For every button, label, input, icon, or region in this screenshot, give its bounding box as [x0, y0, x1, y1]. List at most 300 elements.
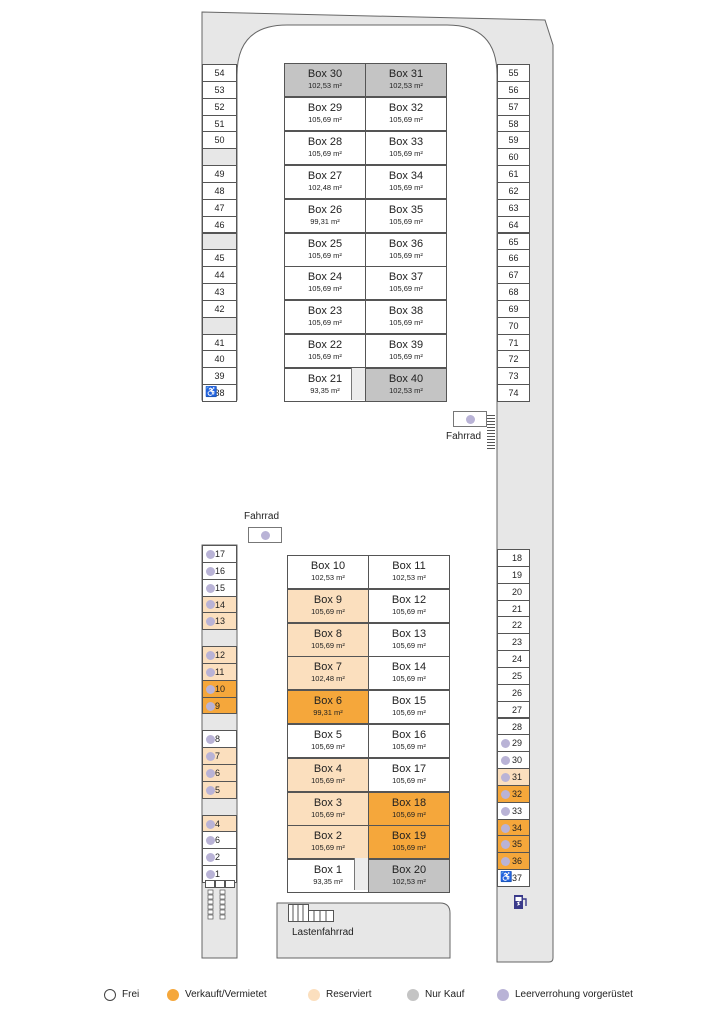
- parking-spot-number: 48: [214, 185, 225, 196]
- parking-spot[interactable]: [202, 165, 237, 183]
- prepared-dot-icon: [501, 756, 510, 765]
- parking-spot-number: 57: [508, 101, 519, 112]
- storage-strip: [354, 858, 368, 890]
- box-area: 105,69 m²: [392, 674, 426, 684]
- box-name: Box 31: [388, 68, 424, 80]
- parking-spot[interactable]: [202, 283, 237, 301]
- parking-spot-number: 25: [512, 670, 523, 681]
- box-name: Box 17: [391, 762, 427, 775]
- box-name: Box 25: [307, 237, 343, 250]
- parking-spot-number: 50: [214, 135, 225, 146]
- parking-spot[interactable]: [497, 334, 530, 352]
- parking-spot[interactable]: [497, 650, 530, 668]
- parking-spot[interactable]: [202, 663, 237, 681]
- parking-spot-number: 72: [508, 354, 519, 365]
- garage-box[interactable]: [368, 656, 450, 690]
- parking-spot-number: 21: [512, 603, 523, 614]
- parking-spot[interactable]: [497, 802, 530, 820]
- parking-spot-number: 40: [214, 354, 225, 365]
- prepared-dot-icon: [206, 702, 215, 711]
- prepared-dot-icon: [206, 735, 215, 744]
- garage-box[interactable]: [287, 589, 369, 623]
- parking-spot-number: 34: [512, 822, 523, 833]
- box-name: Box 9: [313, 593, 343, 606]
- box-area: 102,53 m²: [392, 877, 426, 887]
- legend-label: Reserviert: [326, 989, 372, 1000]
- parking-spot-number: 66: [508, 253, 519, 264]
- parking-spot[interactable]: [497, 182, 530, 200]
- parking-spot-number: 49: [214, 169, 225, 180]
- garage-box[interactable]: [287, 690, 369, 724]
- box-name: Box 30: [307, 68, 343, 80]
- parking-spot[interactable]: [497, 148, 530, 166]
- box-name: Box 32: [388, 101, 424, 114]
- box-area: 105,69 m²: [311, 606, 345, 616]
- garage-box[interactable]: [365, 63, 447, 97]
- box-area: 105,69 m²: [389, 250, 423, 260]
- garage-box[interactable]: [287, 656, 369, 690]
- parking-spot-number: 59: [508, 135, 519, 146]
- prepared-dot-icon: [206, 668, 215, 677]
- box-area: 105,69 m²: [389, 148, 423, 158]
- parking-spot-number: 61: [508, 169, 519, 180]
- parking-spot-number: 8: [215, 734, 221, 745]
- parking-spot[interactable]: [202, 64, 237, 82]
- parking-spot-number: 23: [512, 637, 523, 648]
- box-area: 105,69 m²: [311, 843, 345, 853]
- box-area: 99,31 m²: [313, 708, 343, 718]
- parking-spot[interactable]: [497, 667, 530, 685]
- parking-spot[interactable]: [202, 562, 237, 580]
- parking-spot-number: 19: [512, 569, 523, 580]
- parking-spot[interactable]: [497, 131, 530, 149]
- box-area: 105,69 m²: [311, 775, 345, 785]
- box-name: Box 35: [388, 203, 424, 216]
- parking-spot-number: 53: [214, 84, 225, 95]
- parking-spot[interactable]: [202, 199, 237, 217]
- parking-spot[interactable]: [497, 819, 530, 837]
- garage-box[interactable]: [284, 165, 366, 199]
- parking-spot-number: 17: [215, 549, 226, 559]
- box-area: 105,69 m²: [392, 742, 426, 751]
- parking-spot-number: 24: [512, 654, 523, 665]
- prepared-dot-icon: [501, 857, 510, 866]
- garage-box[interactable]: [284, 63, 366, 97]
- parking-spot[interactable]: [202, 334, 237, 352]
- parking-spot[interactable]: [497, 600, 530, 618]
- prepared-dot-icon: [261, 531, 270, 540]
- garage-box[interactable]: [368, 623, 450, 657]
- box-name: Box 34: [388, 169, 424, 182]
- garage-box[interactable]: [365, 368, 447, 402]
- box-area: 102,53 m²: [392, 573, 426, 582]
- box-area: 105,69 m²: [311, 809, 345, 819]
- prepared-dot-icon: [206, 769, 215, 778]
- garage-box[interactable]: [284, 266, 366, 300]
- parking-spot-number: 64: [508, 219, 519, 230]
- box-name: Box 38: [388, 305, 424, 318]
- parking-spot[interactable]: [497, 266, 530, 284]
- box-area: 105,69 m²: [389, 284, 423, 294]
- parking-spot-number: 45: [214, 253, 225, 264]
- box-area: 93,35 m²: [313, 877, 343, 887]
- parking-spot[interactable]: [497, 718, 530, 736]
- parking-spot-number: 6: [215, 835, 221, 846]
- box-name: Box 10: [310, 560, 346, 572]
- parking-spot[interactable]: [202, 680, 237, 698]
- box-name: Box 22: [307, 339, 343, 352]
- parking-spot-number: 71: [508, 337, 519, 348]
- parking-spot[interactable]: [497, 300, 530, 318]
- prepared-dot-icon: [501, 773, 510, 782]
- box-area: 105,69 m²: [308, 352, 342, 362]
- box-area: 105,69 m²: [389, 352, 423, 362]
- ev-charging-icon: [512, 893, 530, 911]
- parking-spot[interactable]: [497, 115, 530, 133]
- box-area: 105,69 m²: [392, 640, 426, 650]
- box-name: Box 2: [313, 830, 343, 843]
- parking-spot-number: 54: [214, 68, 225, 78]
- box-area: 105,69 m²: [308, 250, 342, 260]
- parking-spot[interactable]: [202, 764, 237, 782]
- prepared-dot-icon: [501, 739, 510, 748]
- parking-spot[interactable]: [497, 350, 530, 368]
- box-area: 102,53 m²: [311, 573, 345, 582]
- garage-box[interactable]: [365, 300, 447, 334]
- box-name: Box 15: [391, 695, 427, 708]
- box-name: Box 36: [388, 237, 424, 250]
- garage-box[interactable]: [368, 825, 450, 859]
- parking-spot[interactable]: [202, 182, 237, 200]
- box-area: 105,69 m²: [392, 809, 426, 819]
- garage-box[interactable]: [368, 758, 450, 792]
- box-name: Box 5: [313, 729, 343, 741]
- parking-spot-number: 5: [215, 784, 221, 795]
- box-name: Box 20: [391, 864, 427, 877]
- parking-spot[interactable]: [497, 216, 530, 234]
- prepared-dot-icon: [206, 836, 215, 845]
- parking-spot-number: 38: [214, 388, 225, 399]
- parking-spot[interactable]: [202, 98, 237, 116]
- garage-box[interactable]: [287, 825, 369, 859]
- parking-spot[interactable]: [497, 233, 530, 251]
- prepared-dot-icon: [501, 840, 510, 849]
- box-name: Box 3: [313, 796, 343, 809]
- box-area: 105,69 m²: [308, 114, 342, 124]
- parking-spot-number: 11: [215, 666, 225, 677]
- garage-box[interactable]: [284, 97, 366, 131]
- box-area: 105,69 m²: [392, 843, 426, 853]
- parking-spot[interactable]: [497, 283, 530, 301]
- garage-box[interactable]: [368, 589, 450, 623]
- garage-box[interactable]: [365, 97, 447, 131]
- legend-label: Verkauft/Vermietet: [185, 989, 267, 1000]
- garage-box[interactable]: [368, 792, 450, 826]
- parking-spot[interactable]: [202, 367, 237, 385]
- garage-box[interactable]: [287, 623, 369, 657]
- parking-spot-number: 51: [214, 118, 225, 129]
- parking-spot-number: 27: [512, 704, 523, 715]
- parking-spot-number: 55: [508, 68, 519, 78]
- parking-spot[interactable]: [202, 646, 237, 664]
- box-name: Box 39: [388, 339, 424, 352]
- parking-spot[interactable]: [202, 579, 237, 597]
- box-name: Box 28: [307, 135, 343, 148]
- parking-spot[interactable]: [202, 697, 237, 715]
- garage-box[interactable]: [365, 334, 447, 368]
- parking-spot-number: 32: [512, 788, 523, 799]
- parking-spot[interactable]: [497, 751, 530, 769]
- parking-spot[interactable]: [497, 785, 530, 803]
- parking-spot-number: 43: [214, 287, 225, 298]
- garage-box[interactable]: [287, 758, 369, 792]
- box-area: 105,69 m²: [308, 318, 342, 328]
- wheelchair-icon: ♿: [500, 872, 513, 884]
- parking-spot[interactable]: [497, 199, 530, 217]
- prepared-dot-icon: [206, 752, 215, 761]
- parking-spot[interactable]: [497, 249, 530, 267]
- box-area: 105,69 m²: [308, 148, 342, 158]
- parking-spot[interactable]: [202, 131, 237, 149]
- parking-spot[interactable]: [497, 616, 530, 634]
- parking-spot-number: 52: [214, 101, 225, 112]
- garage-box[interactable]: [365, 266, 447, 300]
- parking-spot-number: 58: [508, 118, 519, 129]
- garage-box[interactable]: [284, 199, 366, 233]
- parking-spot[interactable]: [202, 612, 237, 630]
- legend-swatch-icon: [167, 989, 179, 1001]
- box-area: 102,53 m²: [389, 81, 423, 90]
- box-name: Box 1: [313, 864, 343, 877]
- parking-spot[interactable]: [497, 835, 530, 853]
- box-area: 105,69 m²: [308, 284, 342, 294]
- parking-gap: [202, 317, 237, 335]
- parking-spot[interactable]: [202, 350, 237, 368]
- parking-spot[interactable]: [497, 566, 530, 584]
- box-name: Box 11: [392, 560, 426, 572]
- legend: [0, 988, 724, 1004]
- parking-spot[interactable]: [497, 734, 530, 752]
- garage-box[interactable]: [368, 555, 450, 589]
- garage-box[interactable]: [284, 233, 366, 267]
- garage-box[interactable]: [284, 300, 366, 334]
- parking-spot[interactable]: [202, 384, 237, 402]
- storage-strip: [351, 368, 365, 400]
- garage-box[interactable]: [284, 131, 366, 165]
- garage-box[interactable]: [368, 690, 450, 724]
- parking-spot[interactable]: [202, 848, 237, 866]
- parking-spot-number: 68: [508, 287, 519, 298]
- box-name: Box 23: [307, 305, 343, 318]
- prepared-dot-icon: [501, 807, 510, 816]
- box-name: Box 7: [313, 661, 343, 674]
- parking-spot-number: 22: [512, 620, 523, 631]
- box-area: 105,69 m²: [389, 216, 423, 226]
- prepared-dot-icon: [206, 651, 215, 660]
- parking-spot[interactable]: [497, 165, 530, 183]
- parking-spot[interactable]: [202, 115, 237, 133]
- garage-box[interactable]: [365, 165, 447, 199]
- box-name: Box 40: [388, 373, 424, 386]
- parking-spot[interactable]: [497, 64, 530, 82]
- parking-spot-number: 13: [215, 616, 226, 627]
- box-area: 105,69 m²: [311, 640, 345, 650]
- parking-spot[interactable]: [497, 768, 530, 786]
- parking-spot-number: 35: [512, 839, 523, 850]
- lastenfahrrad-label: Lastenfahrrad: [292, 927, 354, 938]
- parking-spot[interactable]: [202, 730, 237, 748]
- parking-spot-number: 2: [215, 852, 221, 863]
- prepared-dot-icon: [501, 824, 510, 833]
- parking-spot-number: 7: [215, 751, 221, 762]
- parking-spot[interactable]: [497, 81, 530, 99]
- parking-spot-number: 74: [508, 388, 519, 399]
- parking-spot-number: 33: [512, 805, 523, 816]
- box-name: Box 18: [391, 796, 427, 809]
- box-name: Box 21: [307, 373, 343, 386]
- parking-spot[interactable]: [497, 852, 530, 870]
- parking-spot-number: 73: [508, 371, 519, 382]
- legend-swatch-icon: [497, 989, 509, 1001]
- box-name: Box 14: [391, 661, 427, 674]
- parking-spot[interactable]: [497, 701, 530, 719]
- parking-spot[interactable]: [497, 98, 530, 116]
- box-area: 102,53 m²: [389, 386, 423, 396]
- parking-spot[interactable]: [202, 266, 237, 284]
- garage-box[interactable]: [365, 233, 447, 267]
- parking-spot-number: 18: [512, 553, 523, 563]
- parking-spot-number: 9: [215, 700, 221, 711]
- parking-spot[interactable]: [497, 384, 530, 402]
- legend-swatch-icon: [104, 989, 116, 1001]
- box-area: 105,69 m²: [392, 775, 426, 785]
- parking-spot-number: 26: [512, 687, 523, 698]
- parking-spot[interactable]: [497, 549, 530, 567]
- legend-swatch-icon: [308, 989, 320, 1001]
- parking-gap: [202, 148, 237, 166]
- garage-box[interactable]: [287, 724, 369, 758]
- prepared-dot-icon: [206, 820, 215, 829]
- parking-spot-number: 65: [508, 236, 519, 247]
- prepared-dot-icon: [206, 600, 215, 609]
- parking-spot-number: 12: [215, 650, 226, 661]
- parking-spot-number: 63: [508, 202, 519, 213]
- box-name: Box 24: [307, 271, 343, 284]
- garage-box[interactable]: [365, 199, 447, 233]
- box-name: Box 37: [388, 271, 424, 284]
- box-area: 105,69 m²: [389, 318, 423, 328]
- parking-spot[interactable]: [497, 583, 530, 601]
- box-name: Box 13: [391, 627, 427, 640]
- parking-spot-number: 37: [512, 873, 523, 884]
- parking-spot[interactable]: [202, 81, 237, 99]
- parking-spot-number: 69: [508, 303, 519, 314]
- garage-box[interactable]: [287, 555, 369, 589]
- prepared-dot-icon: [206, 853, 215, 862]
- parking-spot[interactable]: [202, 815, 237, 833]
- box-area: 93,35 m²: [310, 386, 340, 396]
- box-area: 99,31 m²: [310, 216, 340, 226]
- parking-spot[interactable]: [202, 300, 237, 318]
- box-name: Box 29: [307, 101, 343, 114]
- legend-label: Nur Kauf: [425, 989, 465, 1000]
- parking-spot-number: 46: [214, 219, 225, 230]
- box-area: 105,69 m²: [389, 182, 423, 192]
- parking-spot-number: 42: [214, 303, 225, 314]
- parking-spot-number: 47: [214, 202, 225, 213]
- box-area: 102,48 m²: [311, 674, 345, 684]
- parking-spot[interactable]: [202, 831, 237, 849]
- garage-box[interactable]: [368, 724, 450, 758]
- wheelchair-icon: ♿: [205, 387, 218, 399]
- prepared-dot-icon: [206, 550, 215, 559]
- parking-spot-number: 14: [215, 599, 226, 610]
- box-area: 102,53 m²: [308, 81, 342, 90]
- parking-spot-number: 20: [512, 586, 523, 597]
- prepared-dot-icon: [206, 584, 215, 593]
- parking-spot-number: 62: [508, 185, 519, 196]
- prepared-dot-icon: [501, 790, 510, 799]
- garage-box[interactable]: [368, 859, 450, 893]
- parking-spot[interactable]: [202, 216, 237, 234]
- garage-box[interactable]: [287, 792, 369, 826]
- parking-spot[interactable]: [497, 367, 530, 385]
- parking-spot-number: 10: [215, 683, 226, 694]
- parking-spot-number: 44: [214, 270, 225, 281]
- parking-spot-number: 60: [508, 152, 519, 163]
- parking-spot-number: 28: [512, 721, 523, 732]
- parking-spot[interactable]: [497, 633, 530, 651]
- parking-spot[interactable]: [202, 747, 237, 765]
- legend-label: Leerverrohung vorgerüstet: [515, 989, 633, 1000]
- parking-gap: [202, 233, 237, 251]
- parking-spot[interactable]: [202, 596, 237, 614]
- prepared-dot-icon: [206, 870, 215, 879]
- parking-spot-number: 1: [215, 869, 221, 880]
- parking-spot[interactable]: [202, 249, 237, 267]
- box-name: Box 19: [391, 830, 427, 843]
- bike-stand-grid-icon: [205, 880, 237, 922]
- prepared-dot-icon: [206, 685, 215, 694]
- box-area: 105,69 m²: [311, 742, 345, 751]
- parking-spot[interactable]: [202, 781, 237, 799]
- garage-box[interactable]: [365, 131, 447, 165]
- parking-spot-number: 67: [508, 270, 519, 281]
- parking-spot[interactable]: [497, 869, 530, 887]
- parking-spot-number: 15: [215, 582, 226, 593]
- parking-spot[interactable]: [202, 545, 237, 563]
- parking-spot-number: 36: [512, 856, 523, 867]
- prepared-dot-icon: [466, 415, 475, 424]
- bicycle-rack-icon: [453, 411, 487, 427]
- box-name: Box 27: [307, 169, 343, 182]
- box-area: 105,69 m²: [392, 606, 426, 616]
- box-area: 105,69 m²: [389, 114, 423, 124]
- parking-spot[interactable]: [497, 684, 530, 702]
- parking-spot-number: 41: [214, 337, 225, 348]
- prepared-dot-icon: [206, 617, 215, 626]
- box-name: Box 12: [391, 593, 427, 606]
- legend-label: Frei: [122, 989, 140, 1000]
- parking-spot-number: 6: [215, 768, 221, 779]
- prepared-dot-icon: [206, 786, 215, 795]
- parking-spot[interactable]: [497, 317, 530, 335]
- garage-box[interactable]: [284, 334, 366, 368]
- parking-spot-number: 56: [508, 84, 519, 95]
- parking-spot-number: 16: [215, 565, 226, 576]
- fahrrad-label-top: Fahrrad: [446, 431, 482, 442]
- parking-spot-number: 4: [215, 818, 221, 829]
